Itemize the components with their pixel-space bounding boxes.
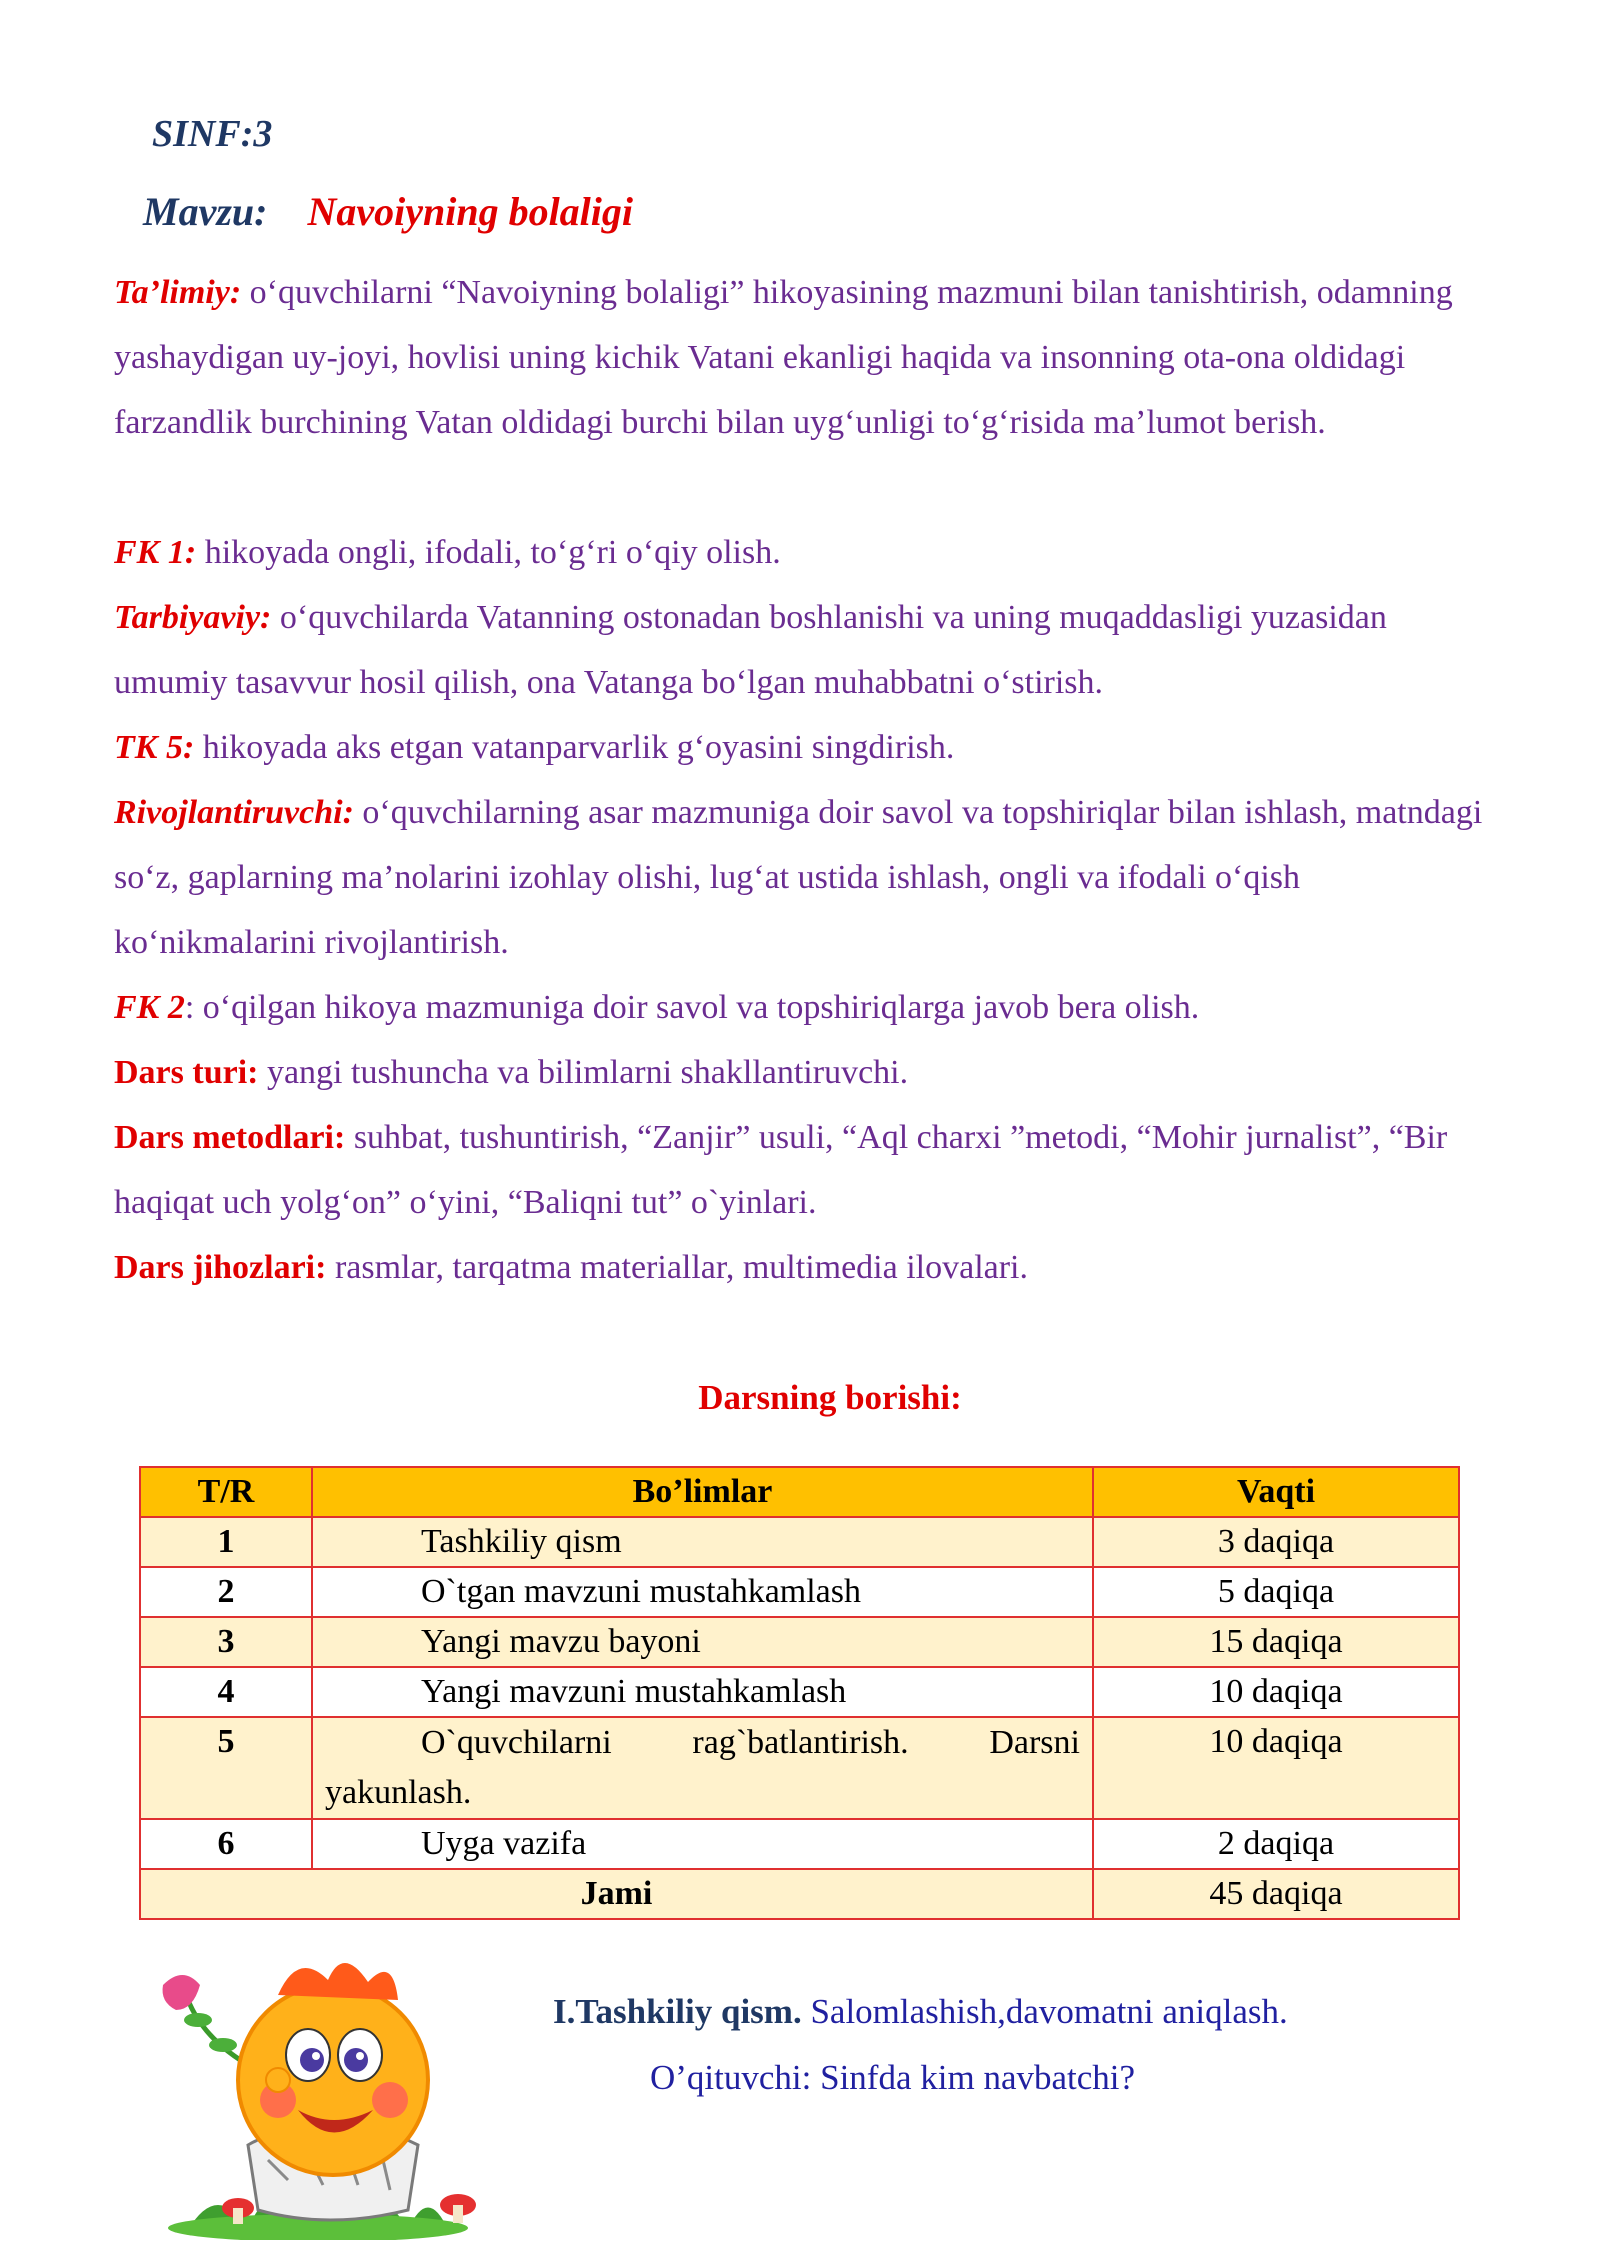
objective-tarbiyaviy <box>114 585 1504 715</box>
table-header-row <box>140 1467 1459 1517</box>
row-number: 4 <box>140 1667 312 1717</box>
tarbiyaviy-label: Tarbiyaviy: <box>114 599 272 636</box>
talimiy-text: o‘quvchilarni “Navoiyning bolaligi” hikoyasining mazmuni bilan tanishtirish, odamning yashaydigan uy-joyi, hovlisi uning kichik Vatani ekanligi haqida va insonning ota-ona oldidagi farzandlik burchining Vatan oldidagi burchi bilan uyg‘unligi to‘g‘risida ma’lumot berish. <box>114 274 1453 441</box>
lesson-methods-text: suhbat, tushuntirish, “Zanjir” usuli, “Aql charxi ”metodi, “Mohir jurnalist”, “Bir haqiqat uch yolg‘on” o‘yini, “Baliqni tut” o`yinlari. <box>114 1119 1448 1221</box>
lesson-plan-table <box>139 1466 1460 1920</box>
teacher-question: O’qituvchi: Sinfda kim navbatchi? <box>650 2058 1136 2097</box>
row-number: 5 <box>140 1717 312 1819</box>
organizational-text: Salomlashish,davomatni aniqlash. <box>801 1992 1288 2031</box>
lesson-type <box>114 1040 1504 1105</box>
row-time: 5 daqiqa <box>1093 1567 1459 1617</box>
total-label: Jami <box>140 1869 1093 1919</box>
row-section: O`tgan mavzuni mustahkamlash <box>421 1573 862 1610</box>
row-section-cell <box>312 1667 1093 1717</box>
total-time: 45 daqiqa <box>1093 1869 1459 1919</box>
lesson-equipment-label: Dars jihozlari: <box>114 1249 327 1286</box>
fk1-label: FK 1: <box>114 534 197 571</box>
lesson-type-text: yangi tushuncha va bilimlarni shakllantiruvchi. <box>258 1054 909 1091</box>
row-section-cell <box>312 1819 1093 1869</box>
table-row <box>140 1667 1459 1717</box>
row-section-line <box>325 1718 1080 1768</box>
table-header-cell: Bo’limlar <box>312 1467 1093 1517</box>
tarbiyaviy-text: o‘quvchilarda Vatanning ostonadan boshlanishi va uning muqaddasligi yuzasidan umumiy tasavvur hosil qilish, ona Vatanga bo‘lgan muhabbatni o‘stirish. <box>114 599 1387 701</box>
row-time: 10 daqiqa <box>1093 1667 1459 1717</box>
sun-mascot-illustration <box>128 1940 498 2240</box>
table-header-cell: T/R <box>140 1467 312 1517</box>
fk2-text: : o‘qilgan hikoya mazmuniga doir savol va topshiriqlarga javob bera olish. <box>184 989 1200 1026</box>
table-row <box>140 1717 1459 1819</box>
row-number: 1 <box>140 1517 312 1567</box>
objective-fk1 <box>114 520 1504 585</box>
lesson-methods-label: Dars metodlari: <box>114 1119 346 1156</box>
fk1-text: hikoyada ongli, ifodali, to‘g‘ri o‘qiy olish. <box>196 534 781 571</box>
objective-rivojlantiruvchi <box>114 780 1504 975</box>
lesson-methods <box>114 1105 1504 1235</box>
row-section-cell <box>312 1567 1093 1617</box>
organizational-part <box>553 1992 1288 2032</box>
row-section-continuation: yakunlash. <box>325 1774 472 1811</box>
table-header-cell: Vaqti <box>1093 1467 1459 1517</box>
row-time: 10 daqiqa <box>1093 1717 1459 1819</box>
objective-fk2 <box>114 975 1504 1040</box>
topic-label: Mavzu: <box>143 189 268 234</box>
tk5-label: TK 5: <box>114 729 195 766</box>
row-time: 3 daqiqa <box>1093 1517 1459 1567</box>
table-row <box>140 1517 1459 1567</box>
talimiy-label: Ta’limiy: <box>114 274 242 311</box>
row-section: Tashkiliy qism <box>421 1523 622 1560</box>
table-row <box>140 1617 1459 1667</box>
row-section-cell <box>312 1517 1093 1567</box>
tk5-text: hikoyada aks etgan vatanparvarlik g‘oyasini singdirish. <box>194 729 955 766</box>
topic-title: Navoiyning bolaligi <box>307 189 634 234</box>
row-section: Yangi mavzuni mustahkamlash <box>421 1673 847 1710</box>
table-total-row <box>140 1869 1459 1919</box>
objective-tk5 <box>114 715 1504 780</box>
rivoj-label: Rivojlantiruvchi: <box>114 794 354 831</box>
rivoj-text: o‘quvchilarning asar mazmuniga doir savol va topshiriqlar bilan ishlash, matndagi so‘z, gaplarning ma’nolarini izohlay olishi, lug‘at ustida ishlash, ongli va ifodali o‘qish ko‘nikmalarini rivojlantirish. <box>114 794 1483 961</box>
row-section: Yangi mavzu bayoni <box>421 1623 701 1660</box>
organizational-label: I.Tashkiliy qism. <box>553 1992 802 2031</box>
row-number: 2 <box>140 1567 312 1617</box>
topic-line <box>143 188 633 235</box>
fk2-label: FK 2 <box>114 989 185 1026</box>
table-row <box>140 1819 1459 1869</box>
row-section: Uyga vazifa <box>421 1825 587 1862</box>
lesson-type-label: Dars turi: <box>114 1054 259 1091</box>
row-time: 2 daqiqa <box>1093 1819 1459 1869</box>
row-section-word: O`quvchilarni <box>421 1724 612 1761</box>
row-section-cell <box>312 1617 1093 1667</box>
lesson-flow-title: Darsning borishi: <box>698 1378 962 1417</box>
objective-talimiy <box>114 260 1504 455</box>
row-section-cell <box>312 1717 1093 1819</box>
row-number: 3 <box>140 1617 312 1667</box>
lesson-equipment <box>114 1235 1504 1300</box>
row-section-word: rag`batlantirish. <box>692 1724 909 1761</box>
grade-label: SINF:3 <box>152 113 273 155</box>
row-section-word: Darsni <box>989 1724 1080 1761</box>
row-time: 15 daqiqa <box>1093 1617 1459 1667</box>
lesson-equipment-text: rasmlar, tarqatma materiallar, multimedia ilovalari. <box>326 1249 1029 1286</box>
table-row <box>140 1567 1459 1617</box>
row-number: 6 <box>140 1819 312 1869</box>
